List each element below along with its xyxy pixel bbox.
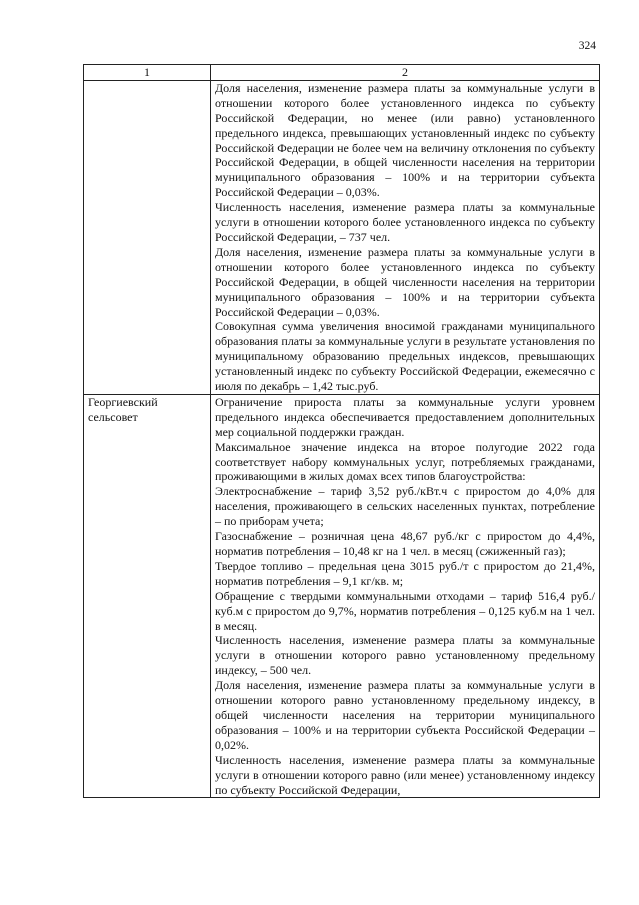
paragraph: Ограничение прироста платы за коммунальные услуги уровнем предельного индекса обеспечивается предоставлением дополнительных мер социальной поддержки граждан. [215,394,595,439]
paragraph: Численность населения, изменение размера платы за коммунальные услуги в отношении которого более установленного индекса по субъекту Российской Федерации, – 737 чел. [215,200,595,244]
document-table [83,64,600,798]
paragraph: Доля населения, изменение размера платы за коммунальные услуги в отношении которого более установленного индекса по субъекту Российской Федерации, в общей численности населения на территории муниципального образования – 100% и на территории субъекта Российской Федерации – 0,03%. [215,244,595,319]
paragraph: Твердое топливо – предельная цена 3015 руб./т с приростом до 21,4%, норматив потребления – 9,1 кг/кв. м; [215,558,595,588]
header-col-2: 2 [211,65,600,81]
municipality-cell [84,80,211,394]
description-cell [211,394,600,797]
page-number: 324 [578,40,596,52]
paragraph: Обращение с твердыми коммунальными отходами – тариф 516,4 руб./куб.м с приростом до 9,7%, норматив потребления – 0,125 куб.м на 1 чел. в месяц. [215,588,595,633]
paragraph: Численность населения, изменение размера платы за коммунальные услуги в отношении которого равно (или менее) установленному индексу по субъекту Российской Федерации, [215,752,595,797]
paragraph: Максимальное значение индекса на второе полугодие 2022 года соответствует набору коммунальных услуг, потребляемых гражданами, проживающими в жилых домах всех типов благоустройства: [215,439,595,484]
table-row [84,80,600,394]
municipality-cell [84,394,211,797]
paragraph: Доля населения, изменение размера платы за коммунальные услуги в отношении которого равно установленному предельному индексу, в общей численности населения на территории муниципального образования – 100% и на территории субъекта Российской Федерации – 0,02%. [215,678,595,752]
municipality-name-line: Георгиевский [88,394,158,409]
description-cell [211,80,600,394]
paragraph: Электроснабжение – тариф 3,52 руб./кВт.ч с приростом до 4,0% для населения, проживающего в сельских населенных пунктах, потребление – по приборам учета; [215,484,595,529]
paragraph: Численность населения, изменение размера платы за коммунальные услуги в отношении которого равно установленному предельному индексу, – 500 чел. [215,633,595,678]
municipality-name-line: сельсовет [88,409,138,424]
table-header-row [84,65,600,81]
paragraph: Газоснабжение – розничная цена 48,67 руб./кг с приростом до 4,4%, норматив потребления – 10,48 кг на 1 чел. в месяц (сжиженный газ); [215,529,595,558]
header-col-1: 1 [84,65,211,81]
table-row [84,394,600,797]
paragraph: Совокупная сумма увеличения вносимой гражданами муниципального образования платы за коммунальные услуги в результате установления по муниципальному образованию предельных индексов, превышающих установленный индекс по субъекту Российской Федерации, ежемесячно с июля по декабрь – 1,42 тыс.руб. [215,319,595,394]
paragraph: Доля населения, изменение размера платы за коммунальные услуги в отношении которого более установленного индекса по субъекту Российской Федерации, но менее (или равно) установленного предельного индекса, превышающих установленный индекс по субъекту Российской Федерации не более чем на величину отклонения по субъекту Российской Федерации, в общей численности населения на территории муниципального образования – 100% и на территории субъекта Российской Федерации – 0,03%. [215,80,595,200]
